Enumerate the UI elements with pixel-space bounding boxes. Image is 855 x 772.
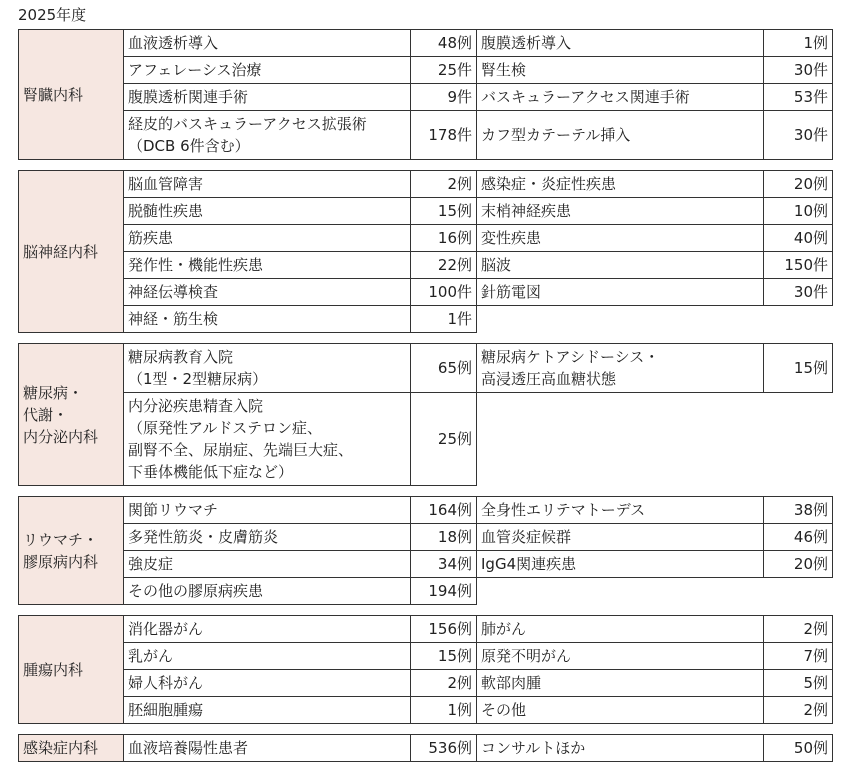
table-row (19, 735, 833, 762)
procedure-count: 30件 (764, 279, 833, 306)
procedure-name: 関節リウマチ (124, 497, 411, 524)
empty-cell (477, 578, 833, 605)
department-name: 腫瘍内科 (19, 616, 124, 724)
procedure-count: 40例 (764, 225, 833, 252)
procedure-name: カフ型カテーテル挿入 (477, 111, 764, 160)
procedure-name: アフェレーシス治療 (124, 57, 411, 84)
table-row (19, 57, 833, 84)
procedure-count: 30件 (764, 57, 833, 84)
procedure-count: 30件 (764, 111, 833, 160)
procedure-name: 強皮症 (124, 551, 411, 578)
procedure-count: 9件 (411, 84, 477, 111)
table-row (19, 225, 833, 252)
procedure-count: 164例 (411, 497, 477, 524)
procedure-count: 2例 (764, 616, 833, 643)
procedure-count: 10例 (764, 198, 833, 225)
department-name: 糖尿病・ 代謝・ 内分泌内科 (19, 344, 124, 486)
table-row (19, 279, 833, 306)
procedure-count: 20例 (764, 551, 833, 578)
procedure-count: 18例 (411, 524, 477, 551)
table-row (19, 252, 833, 279)
table-row (19, 697, 833, 724)
procedure-name: バスキュラーアクセス関連手術 (477, 84, 764, 111)
table-row (19, 616, 833, 643)
procedure-count: 25件 (411, 57, 477, 84)
table-row (19, 393, 833, 486)
table-row (19, 344, 833, 393)
procedure-name: 全身性エリテマトーデス (477, 497, 764, 524)
table-row (19, 551, 833, 578)
department-table (18, 29, 833, 160)
procedure-name: 胚細胞腫瘍 (124, 697, 411, 724)
procedure-name: 感染症・炎症性疾患 (477, 171, 764, 198)
procedure-name: 針筋電図 (477, 279, 764, 306)
procedure-count: 46例 (764, 524, 833, 551)
procedure-name: 乳がん (124, 643, 411, 670)
department-table (18, 343, 833, 486)
procedure-name: 脳波 (477, 252, 764, 279)
procedure-count: 50例 (764, 735, 833, 762)
department-name: 腎臓内科 (19, 30, 124, 160)
procedure-count: 536例 (411, 735, 477, 762)
procedure-count: 65例 (411, 344, 477, 393)
procedure-count: 100件 (411, 279, 477, 306)
procedure-name: 糖尿病教育入院 （1型・2型糖尿病） (124, 344, 411, 393)
table-row (19, 171, 833, 198)
department-name: リウマチ・ 膠原病内科 (19, 497, 124, 605)
procedure-name: その他の膠原病疾患 (124, 578, 411, 605)
procedure-name: 脳血管障害 (124, 171, 411, 198)
procedure-count: 2例 (411, 171, 477, 198)
department-name: 感染症内科 (19, 735, 124, 762)
procedure-count: 2例 (764, 697, 833, 724)
empty-cell (477, 306, 833, 333)
procedure-count: 20例 (764, 171, 833, 198)
procedure-count: 53件 (764, 84, 833, 111)
table-row (19, 578, 833, 605)
department-table (18, 496, 833, 605)
empty-cell (477, 393, 833, 486)
table-row (19, 524, 833, 551)
procedure-name: 筋疾患 (124, 225, 411, 252)
procedure-name: 神経・筋生検 (124, 306, 411, 333)
procedure-name: 多発性筋炎・皮膚筋炎 (124, 524, 411, 551)
procedure-count: 1例 (764, 30, 833, 57)
procedure-name: 血管炎症候群 (477, 524, 764, 551)
table-row (19, 306, 833, 333)
table-row (19, 84, 833, 111)
table-row (19, 497, 833, 524)
procedure-count: 150件 (764, 252, 833, 279)
procedure-count: 7例 (764, 643, 833, 670)
procedure-name: 脱髄性疾患 (124, 198, 411, 225)
procedure-name: 原発不明がん (477, 643, 764, 670)
procedure-count: 16例 (411, 225, 477, 252)
department-table (18, 734, 833, 762)
procedure-name: 神経伝導検査 (124, 279, 411, 306)
procedure-count: 156例 (411, 616, 477, 643)
department-table (18, 615, 833, 724)
procedure-name: 変性疾患 (477, 225, 764, 252)
procedure-name: 経皮的バスキュラーアクセス拡張術 （DCB 6件含む） (124, 111, 411, 160)
procedure-count: 48例 (411, 30, 477, 57)
table-row (19, 643, 833, 670)
procedure-name: IgG4関連疾患 (477, 551, 764, 578)
procedure-count: 15例 (764, 344, 833, 393)
procedure-count: 15例 (411, 198, 477, 225)
procedure-name: コンサルトほか (477, 735, 764, 762)
table-row (19, 111, 833, 160)
procedure-name: 軟部肉腫 (477, 670, 764, 697)
procedure-name: 婦人科がん (124, 670, 411, 697)
procedure-count: 1例 (411, 697, 477, 724)
procedure-count: 1件 (411, 306, 477, 333)
procedure-name: 内分泌疾患精査入院 （原発性アルドステロン症、 副腎不全、尿崩症、先端巨大症、 下垂体機能低下症など） (124, 393, 411, 486)
procedure-name: 腹膜透析関連手術 (124, 84, 411, 111)
table-row (19, 30, 833, 57)
year-label: 2025年度 (18, 6, 87, 24)
procedure-count: 34例 (411, 551, 477, 578)
procedure-name: その他 (477, 697, 764, 724)
procedure-name: 消化器がん (124, 616, 411, 643)
procedure-name: 血液培養陽性患者 (124, 735, 411, 762)
procedure-name: 腎生検 (477, 57, 764, 84)
procedure-name: 血液透析導入 (124, 30, 411, 57)
procedure-name: 腹膜透析導入 (477, 30, 764, 57)
procedure-count: 2例 (411, 670, 477, 697)
department-name: 脳神経内科 (19, 171, 124, 333)
department-table (18, 170, 833, 333)
department-tables (18, 29, 832, 772)
table-row (19, 670, 833, 697)
procedure-count: 15例 (411, 643, 477, 670)
procedure-count: 38例 (764, 497, 833, 524)
procedure-name: 糖尿病ケトアシドーシス・ 高浸透圧高血糖状態 (477, 344, 764, 393)
procedure-count: 178件 (411, 111, 477, 160)
procedure-count: 194例 (411, 578, 477, 605)
procedure-count: 25例 (411, 393, 477, 486)
procedure-name: 末梢神経疾患 (477, 198, 764, 225)
table-row (19, 198, 833, 225)
procedure-name: 発作性・機能性疾患 (124, 252, 411, 279)
procedure-count: 22例 (411, 252, 477, 279)
procedure-name: 肺がん (477, 616, 764, 643)
procedure-count: 5例 (764, 670, 833, 697)
